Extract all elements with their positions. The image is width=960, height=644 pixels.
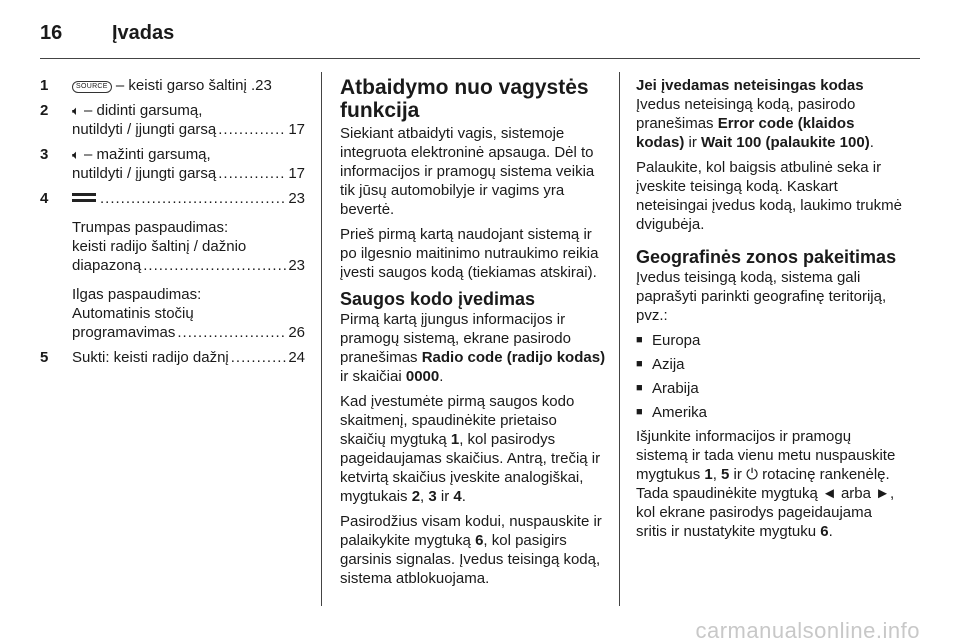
source-icon: SOURCE bbox=[72, 81, 112, 93]
toc-item-4 bbox=[40, 189, 305, 342]
paragraph: Palaukite, kol baigsis atbulinė seka ir įveskite teisingą kodą. Kaskart neteisingai įvedus kodą, laukimo trukmė dvigubėja. bbox=[636, 159, 902, 233]
list-item: ■ Azija bbox=[636, 355, 904, 374]
toc-page: 23 bbox=[288, 257, 305, 274]
section-heading: Atbaidymo nuo vagystės funkcija bbox=[340, 76, 589, 122]
toc-text: diapazoną bbox=[72, 257, 142, 274]
page-number: 16 bbox=[40, 22, 63, 44]
column-divider bbox=[321, 72, 322, 606]
wrong-code-section bbox=[636, 76, 904, 547]
anti-theft-section bbox=[340, 76, 606, 594]
watermark: carmanualsonline.info bbox=[695, 618, 920, 643]
toc-text: – keisti garso šaltinį . bbox=[111, 77, 256, 94]
controls-index bbox=[40, 76, 305, 373]
volume-up-icon: 🔈︎ bbox=[72, 103, 80, 118]
subsection-heading: Jei įvedamas neteisingas kodas bbox=[636, 77, 864, 94]
subsection-heading: Geografinės zonos pakeitimas bbox=[636, 247, 897, 267]
toc-text: – mažinti garsumą, bbox=[79, 146, 211, 163]
toc-text: Automatinis stočių bbox=[72, 305, 194, 322]
toc-item-5 bbox=[40, 348, 305, 367]
paragraph: Pasirodžius visam kodui, nuspauskite ir palaikykite mygtuką 6, kol pasigirs garsinis signalas. Įvedus teisingą kodą, sistema atblokuojama. bbox=[340, 513, 602, 587]
toc-text: Trumpas paspaudimas: bbox=[72, 219, 229, 236]
list-item: ■ Arabija bbox=[636, 379, 904, 398]
toc-text: – didinti garsumą, bbox=[79, 102, 203, 119]
toc-text: Ilgas paspaudimas: bbox=[72, 286, 202, 303]
paragraph: Įvedus teisingą kodą, sistema gali paprašyti parinkti geografinę teritoriją, pvz.: bbox=[636, 269, 887, 324]
toc-number: 4 bbox=[40, 190, 49, 207]
toc-number: 3 bbox=[40, 146, 49, 163]
list-item: ■ Amerika bbox=[636, 403, 904, 422]
toc-text: programavimas bbox=[72, 324, 176, 341]
toc-item-2 bbox=[40, 101, 305, 139]
paragraph: Išjunkite informacijos ir pramogų sistemą ir tada vienu metu nuspauskite mygtukus 1, 5 ir ⏻ rotacinę rankenėlę. Tada spaudinėkite mygtuką ◄ arba ►, kol ekrane pasirodys pageidaujama sritis ir nustatykite mygtuku 6. bbox=[636, 428, 896, 540]
paragraph: Siekiant atbaidyti vagis, sistemoje integruota elektroninė apsauga. Dėl to informacijos ir pramogų sistema veikia tik jūsų automobilyje ir vagims yra bevertė. bbox=[340, 125, 595, 218]
toc-text: keisti radijo šaltinį / dažnio bbox=[72, 238, 247, 255]
toc-item-1 bbox=[40, 76, 305, 95]
volume-down-icon: 🔈︎ bbox=[72, 147, 80, 162]
region-list bbox=[636, 331, 904, 422]
toc-page: 26 bbox=[288, 324, 305, 341]
toc-page: 23 bbox=[255, 77, 272, 94]
paragraph: Kad įvestumėte pirmą saugos kodo skaitmenį, spaudinėkite prietaiso skaičių mygtuką 1, kol pasirodys pageidaujamas skaičius. Antrą, trečią ir ketvirtą skaičius įveskite analogiškai, mygtukais 2, 3 ir 4. bbox=[340, 393, 601, 505]
toc-number: 5 bbox=[40, 349, 49, 366]
toc-page: 17 bbox=[288, 165, 305, 182]
list-item: ■ Europa bbox=[636, 331, 904, 350]
toc-text: nutildyti / įjungti garsą bbox=[72, 121, 217, 138]
toc-page: 24 bbox=[288, 349, 305, 366]
toc-page: 17 bbox=[288, 121, 305, 138]
toc-number: 1 bbox=[40, 77, 49, 94]
page-header bbox=[40, 20, 920, 60]
paragraph: Pirmą kartą įjungus informacijos ir pramogų sistemą, ekrane pasirodo pranešimas Radio code (radijo kodas) ir skaičiai 0000. bbox=[340, 311, 606, 385]
toc-text: Sukti: keisti radijo dažnį bbox=[72, 349, 229, 366]
toc-text: nutildyti / įjungti garsą bbox=[72, 165, 217, 182]
column-divider bbox=[619, 72, 620, 606]
subsection-heading: Saugos kodo įvedimas bbox=[340, 289, 536, 309]
paragraph: Įvedus neteisingą kodą, pasirodo pranešimas Error code (klaidos kodas) ir Wait 100 (palaukite 100). bbox=[636, 96, 874, 151]
toc-item-3 bbox=[40, 145, 305, 183]
radio-icon bbox=[72, 191, 98, 203]
power-icon: ⏻ bbox=[746, 466, 758, 483]
page-title: Įvadas bbox=[112, 22, 175, 44]
paragraph: Prieš pirmą kartą naudojant sistemą ir po ilgesnio maitinimo nutraukimo reikia įvesti saugos kodą (tiekiamas atskirai). bbox=[340, 226, 599, 281]
toc-number: 2 bbox=[40, 102, 49, 119]
header-rule bbox=[40, 58, 920, 59]
toc-page: 23 bbox=[288, 190, 305, 207]
